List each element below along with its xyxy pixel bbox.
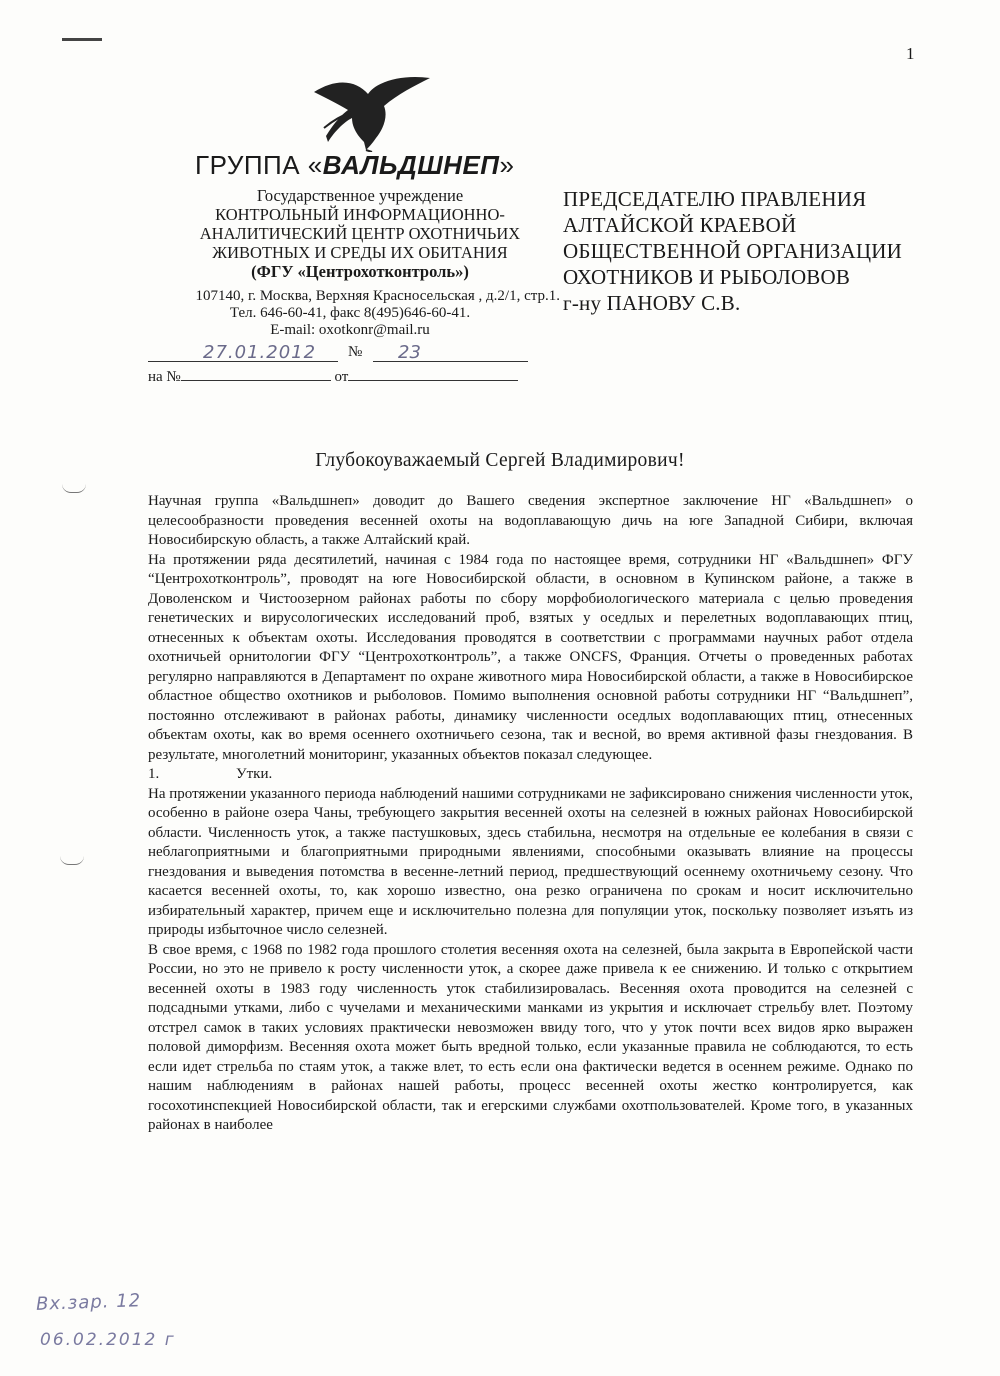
org-type: Государственное учреждение xyxy=(256,186,464,205)
group-title: ГРУППА «ВАЛЬДШНЕП» xyxy=(195,150,515,180)
email: E-mail: oxotkonr@mail.ru xyxy=(270,322,430,338)
contact-block xyxy=(140,288,560,339)
recipient-block xyxy=(563,186,963,316)
from-label: от xyxy=(334,369,349,385)
salutation: Глубокоуважаемый Сергей Владимирович! xyxy=(315,450,685,471)
recipient-line: ОБЩЕСТВЕННОЙ ОРГАНИЗАЦИИ xyxy=(563,239,902,263)
paragraph: На протяжении указанного периода наблюдений нашими сотрудниками не зафиксировано снижения численности уток, особенно в районе озера Чаны, требующего закрытия весенней охоты на селезней в южных районах Новосибирской области. Численность уток, а также пастушковых, здесь стабильна, несмотря на отдельные ее колебания в связи с неблагоприятными и благоприятными природными явлениями, способными оказывать влияние на процессы гнездования и выведения потомства в весенне-летний период, предшествующий осеннему охотничьему сезону. Что касается весенней охоты, то, как хорошо известно, она резко ограничена по срокам и носит исключительно избирательный характер, причем еще и исключительно полезна для популяции уток, поскольку позволяет изъять из природы избыточное число селезней. xyxy=(148,785,913,938)
org-name-line: АНАЛИТИЧЕСКИЙ ЦЕНТР ОХОТНИЧЬИХ xyxy=(199,224,521,243)
paragraph: В свое время, с 1968 по 1982 года прошлого столетия весенняя охота на селезней, была закрыта в Европейской части России, но это не привело к росту численности уток, а скорее даже привела к ее снижению. И только с открытием весенней охоты в 1983 году численность уток стабилизировалась. Весенняя охота проводится на селезней с подсадными утками, либо с чучелами и механическими манками из укрытия и исключает стрельбу влет. Поэтому отстрел самок в таких условиях практически невозможен ввиду того, что у уток почти всех видов ярко выражен половой диморфизм. Весенняя охота может быть вредной только, если указанные правила не соблюдаются, то есть если идет стрельба по стаям уток, а также влет, то есть если она фактически ведется в осеннем режиме. Однако по нашим наблюдениям в районах нашей работы, процесс весенней охоты жестко контролируется, как госохотинспекцией Новосибирской области, так и егерскими службами охотпользователей. Кроме того, в указанных районах в наиболее xyxy=(148,941,913,1133)
handwritten-incoming-date: 06.02.2012 г xyxy=(40,1330,176,1350)
registration-line xyxy=(148,342,528,366)
woodcock-logo-icon xyxy=(306,72,436,152)
number-label: № xyxy=(348,344,363,360)
paragraph: Научная группа «Вальдшнеп» доводит до Вашего сведения экспертное заключение НГ «Вальдшнеп» о целесообразности проведения весенней охоты на водоплавающую дичь на юге Западной Сибири, включая Новосибирскую область, а также Алтайский край. xyxy=(148,493,913,548)
margin-mark xyxy=(60,856,84,865)
reference-line xyxy=(148,368,518,386)
recipient-line: ПРЕДСЕДАТЕЛЮ ПРАВЛЕНИЯ xyxy=(563,187,867,211)
ref-label: на № xyxy=(148,369,181,385)
address: 107140, г. Москва, Верхняя Красносельская , д.2/1, стр.1. xyxy=(195,288,560,304)
section-heading xyxy=(148,765,913,785)
org-name-line: ЖИВОТНЫХ И СРЕДЫ ИХ ОБИТАНИЯ xyxy=(212,243,508,262)
org-name-line: КОНТРОЛЬНЫЙ ИНФОРМАЦИОННО- xyxy=(215,205,505,224)
recipient-name: г-ну ПАНОВУ С.В. xyxy=(563,291,741,315)
section-title: Утки. xyxy=(236,766,273,782)
margin-mark xyxy=(62,484,86,493)
page-number: 1 xyxy=(906,44,915,63)
handwritten-date: 27.01.2012 xyxy=(203,342,317,363)
org-abbrev: (ФГУ «Центрохотконтроль») xyxy=(251,262,469,281)
organization-block xyxy=(140,186,580,281)
recipient-line: АЛТАЙСКОЙ КРАЕВОЙ xyxy=(563,213,797,237)
section-number: 1. xyxy=(148,766,160,782)
letter-body xyxy=(148,492,913,1136)
phone: Тел. 646-60-41, факс 8(495)646-60-41. xyxy=(229,305,471,321)
paragraph: На протяжении ряда десятилетий, начиная с 1984 года по настоящее время, сотрудники НГ «Вальдшнеп» ФГУ “Центрохотконтроль”, проводят на юге Новосибирской области, в основном в Купинском районе, а также в Доволенском и Чистоозерном районах работы по сбору морфобиологического материала с целью проведения генетических и вирусологических исследований проб, взятых у оседлых и перелетных водоплавающих птиц, отнесенных к объектам охоты. Исследования проводятся в соответствии с программами научных работ отдела охотничьей орнитологии ФГУ “Центрохотконтроль”, а также ONCFS, Франция. Отчеты о проведенных работах регулярно направляются в Департамент по охране животного мира Новосибирской области, а также в Новосибирское областное общество охотников и рыболовов. Помимо выполнения основной работы сотрудники НГ “Вальдшнеп”, постоянно отслеживают в районах работы, динамику численности оседлых водоплавающих птиц, отнесенных объектам охоты, как во время осеннего охотничьего сезона, так и весной, во время активной фазы гнездования. В результате, многолетний мониторинг, указанных объектов показал следующее. xyxy=(148,551,913,763)
corner-mark xyxy=(62,38,102,41)
handwritten-number: 23 xyxy=(398,342,421,363)
handwritten-incoming-note: Вх.зар. 12 xyxy=(35,1290,142,1315)
recipient-line: ОХОТНИКОВ И РЫБОЛОВОВ xyxy=(563,265,851,289)
